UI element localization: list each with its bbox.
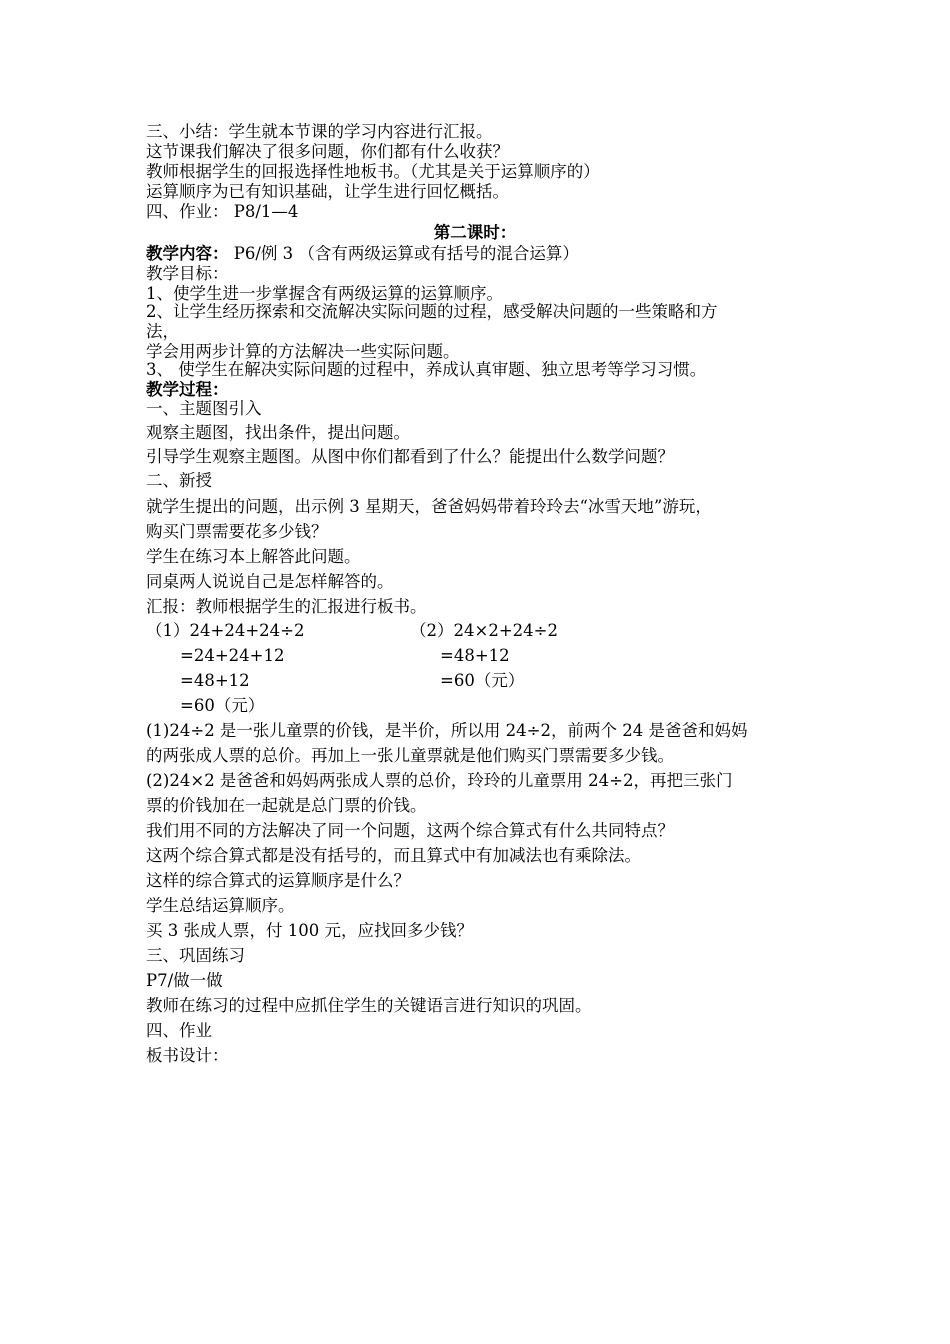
process-p4: 学生在练习本上解答此问题。 [146, 547, 361, 566]
explain-1a: (1)24÷2 是一张儿童票的价钱，是半价，所以用 24÷2，前两个 24 是爸爸和妈妈 [146, 721, 748, 740]
summary-review: 运算顺序为已有知识基础，让学生进行回忆概括。 [146, 182, 509, 201]
answer-1: 这两个综合算式都是没有括号的，而且算式中有加减法也有乘除法。 [146, 846, 641, 865]
calc-left-4: =60（元） [180, 696, 265, 715]
practice-ref: P7/做一做 [146, 971, 223, 990]
content-label: 教学内容： [146, 244, 229, 263]
section-3: 三、巩固练习 [146, 946, 245, 965]
question-3: 买 3 张成人票，付 100 元，应找回多少钱？ [146, 921, 473, 940]
board-design: 板书设计： [146, 1046, 229, 1065]
question-2: 这样的综合算式的运算顺序是什么？ [146, 871, 410, 890]
calc-right-3: =60（元） [440, 671, 525, 690]
goal-2c: 学会用两步计算的方法解决一些实际问题。 [146, 342, 460, 361]
process-p3a: 就学生提出的问题，出示例 3 星期天，爸爸妈妈带着玲玲去“冰雪天地”游玩， [146, 497, 712, 516]
summary-question: 这节课我们解决了很多问题，你们都有什么收获？ [146, 142, 509, 161]
lesson2-title: 第二课时： [433, 223, 517, 242]
explain-2b: 票的价钱加在一起就是总门票的价钱。 [146, 796, 427, 815]
process-p5: 同桌两人说说自己是怎样解答的。 [146, 572, 394, 591]
explain-2a: (2)24×2 是爸爸和妈妈两张成人票的总价，玲玲的儿童票用 24÷2，再把三张门 [146, 771, 733, 790]
summary-teacher: 教师根据学生的回报选择性地板书。（尤其是关于运算顺序的） [146, 162, 600, 181]
goal-2a: 2、让学生经历探索和交流解决实际问题的过程，感受解决问题的一些策略和方 [146, 302, 718, 321]
summary-heading: 三、小结：学生就本节课的学习内容进行汇报。 [146, 122, 493, 141]
calc-left-3: =48+12 [180, 671, 250, 690]
section-4: 四、作业 [146, 1021, 212, 1040]
homework-1: 四、作业： P8/1—4 [146, 202, 299, 221]
explain-1b: 的两张成人票的总价。再加上一张儿童票就是他们购买门票需要多少钱。 [146, 746, 674, 765]
process-p6: 汇报：教师根据学生的汇报进行板书。 [146, 597, 427, 616]
goal-2b: 法， [146, 322, 179, 341]
section-2: 二、新授 [146, 471, 212, 490]
process-label: 教学过程： [146, 380, 229, 399]
process-p2: 引导学生观察主题图。从图中你们都看到了什么？能提出什么数学问题？ [146, 447, 674, 466]
question-1: 我们用不同的方法解决了同一个问题，这两个综合算式有什么共同特点？ [146, 821, 674, 840]
content-text: P6/例 3 （含有两级运算或有括号的混合运算） [228, 244, 579, 263]
goals-label: 教学目标： [146, 264, 229, 283]
answer-2: 学生总结运算顺序。 [146, 896, 295, 915]
goal-3: 3、 使学生在解决实际问题的过程中，养成认真审题、独立思考等学习习惯。 [146, 360, 707, 379]
practice-note: 教师在练习的过程中应抓住学生的关键语言进行知识的巩固。 [146, 996, 592, 1015]
section-1: 一、主题图引入 [146, 399, 262, 418]
process-p3b: 购买门票需要花多少钱？ [146, 522, 328, 541]
calc-left-1: （1）24+24+24÷2 [146, 621, 305, 640]
calc-right-2: =48+12 [440, 646, 510, 665]
process-p1: 观察主题图，找出条件，提出问题。 [146, 423, 410, 442]
lesson2-content [146, 244, 579, 264]
calc-left-2: =24+24+12 [180, 646, 285, 665]
goal-1: 1、使学生进一步掌握含有两级运算的运算顺序。 [146, 284, 503, 303]
calc-right-1: （2）24×2+24÷2 [410, 621, 558, 640]
